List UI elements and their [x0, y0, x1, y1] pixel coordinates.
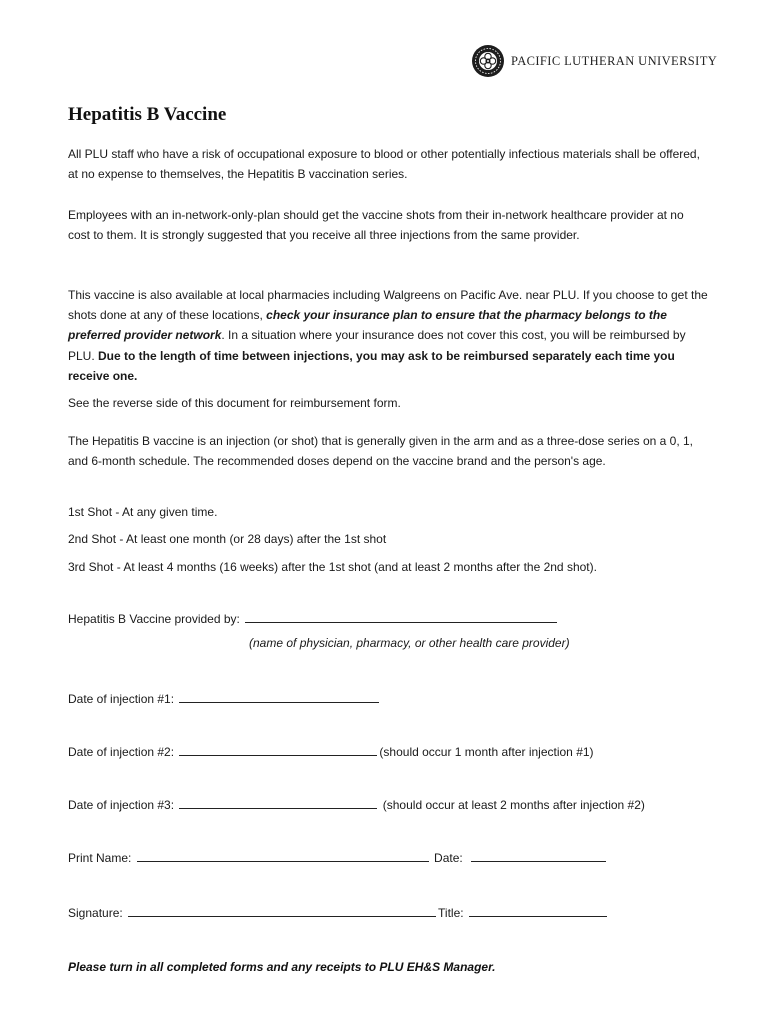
- injection-2-date-field[interactable]: [179, 742, 377, 756]
- injection-2-label: Date of injection #2:: [68, 745, 175, 759]
- submission-instructions: Please turn in all completed forms and any receipts to PLU EH&S Manager.: [68, 960, 496, 974]
- insurance-check-emphasis: check your insurance plan to ensure that the pharmacy belongs to the preferred provider network: [68, 308, 667, 343]
- paragraph-pharmacies: [68, 285, 708, 386]
- injection-3-date-field[interactable]: [179, 795, 377, 809]
- provider-hint: (name of physician, pharmacy, or other health care provider): [249, 636, 570, 650]
- pharmacy-text: This vaccine is also available at local pharmacies including Walgreens on Pacific Ave. near PLU. If you choose to get the shots done at any of these locations,: [68, 288, 708, 323]
- injection-2-note: (should occur 1 month after injection #1): [379, 745, 594, 759]
- injection-1-label: Date of injection #1:: [68, 692, 175, 706]
- provider-field[interactable]: [245, 609, 557, 623]
- print-name-label: Print Name:: [68, 851, 132, 865]
- provider-label: Hepatitis B Vaccine provided by:: [68, 612, 240, 626]
- university-logo: [471, 44, 717, 78]
- separate-reimbursement-emphasis: Due to the length of time between injections, you may ask to be reimbursed separately each time you receive one.: [68, 348, 675, 383]
- title-label: Title:: [438, 906, 464, 920]
- date-label: Date:: [434, 851, 463, 865]
- provider-row: [68, 609, 559, 629]
- shot-3: 3rd Shot - At least 4 months (16 weeks) after the 1st shot (and at least 2 months after the 2nd shot).: [68, 560, 597, 574]
- signature-row: [68, 903, 609, 923]
- injection-2-row: [68, 742, 594, 762]
- injection-1-row: [68, 689, 381, 709]
- paragraph-reverse-side: See the reverse side of this document for reimbursement form.: [68, 396, 401, 410]
- shot-1: 1st Shot - At any given time.: [68, 505, 218, 519]
- injection-3-note: (should occur at least 2 months after injection #2): [382, 798, 645, 812]
- university-seal-icon: [471, 44, 505, 78]
- print-name-field[interactable]: [137, 848, 429, 862]
- page-title: Hepatitis B Vaccine: [68, 104, 227, 125]
- reimbursement-text: . In a situation where your insurance does not cover this cost, you will be reimbursed by PLU.: [68, 328, 686, 363]
- paragraph-eligibility: All PLU staff who have a risk of occupational exposure to blood or other potentially infectious materials shall be offered, at no expense to themselves, the Hepatitis B vaccination series.: [68, 147, 700, 182]
- title-field[interactable]: [469, 903, 607, 917]
- signature-label: Signature:: [68, 906, 123, 920]
- institution-name: PACIFIC LUTHERAN UNIVERSITY: [511, 53, 718, 68]
- paragraph-in-network: Employees with an in-network-only-plan should get the vaccine shots from their in-network healthcare provider at no cost to them. It is strongly suggested that you receive all three injections from the same provider.: [68, 208, 684, 243]
- shot-2: 2nd Shot - At least one month (or 28 days) after the 1st shot: [68, 532, 387, 546]
- paragraph-vaccine-info: The Hepatitis B vaccine is an injection (or shot) that is generally given in the arm and as a three-dose series on a 0, 1, and 6-month schedule. The recommended doses depend on the vaccine brand and the person's age.: [68, 434, 693, 469]
- injection-1-date-field[interactable]: [179, 689, 379, 703]
- injection-3-row: [68, 795, 645, 815]
- date-field[interactable]: [471, 848, 606, 862]
- signature-field[interactable]: [128, 903, 436, 917]
- print-name-row: [68, 848, 608, 868]
- injection-3-label: Date of injection #3:: [68, 798, 175, 812]
